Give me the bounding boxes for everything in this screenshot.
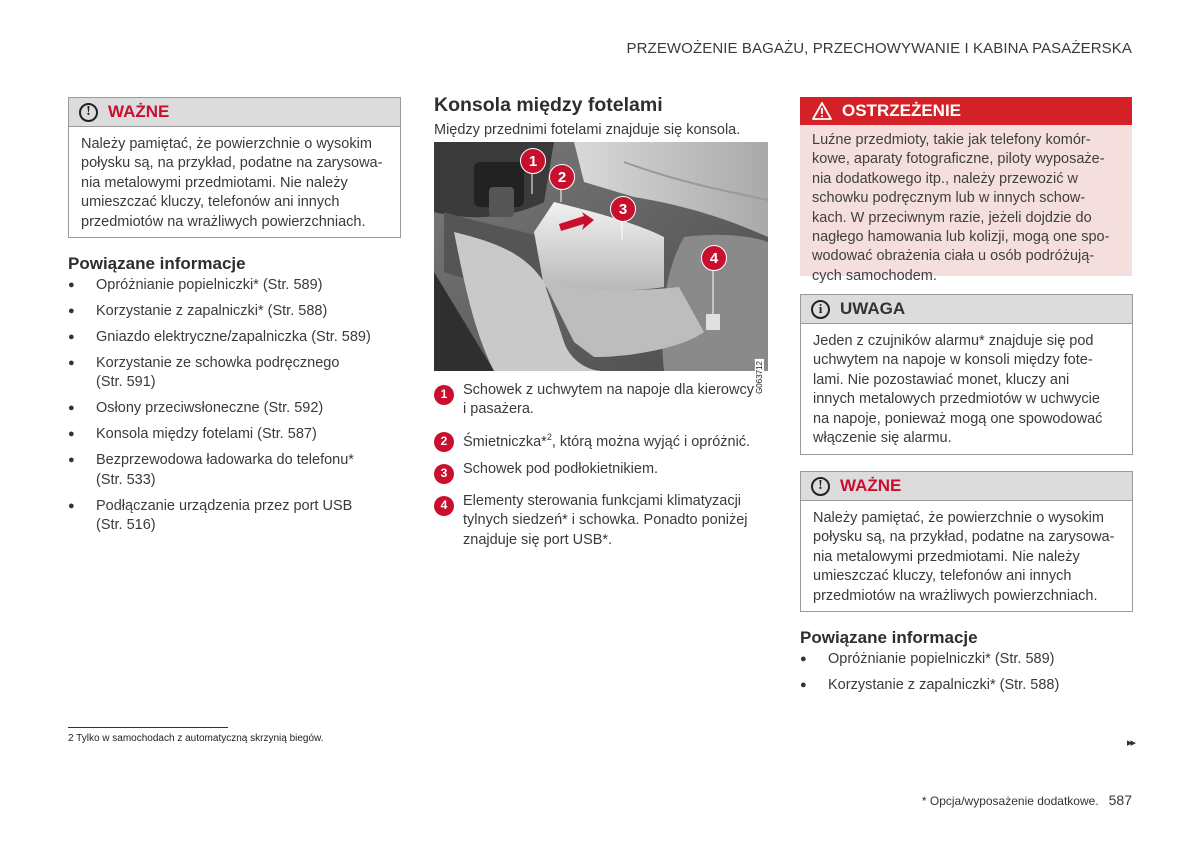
related-link[interactable]	[68, 354, 408, 393]
callout-text-line: tylnych siedzeń* i schowka. Ponadto poniżej	[463, 512, 748, 529]
important-text-line: Należy pamiętać, że powierzchnie o wysokim	[81, 136, 372, 152]
related-link-text: ● Konsola między fotelami (Str. 587)	[96, 426, 317, 443]
section-intro: Między przednimi fotelami znajduje się konsola.	[434, 122, 741, 138]
option-note: * Opcja/wyposażenie dodatkowe.	[921, 794, 1099, 808]
related-link[interactable]	[68, 497, 408, 536]
footnote-divider	[68, 727, 228, 728]
exclamation-icon: !	[811, 477, 830, 496]
callout-text-line: Schowek pod podłokietnikiem.	[463, 461, 659, 478]
page-number: 587	[1108, 792, 1132, 808]
warning-text-line: kach. W przeciwnym razie, jeżeli dojdzie do	[812, 209, 1092, 226]
note-text-line: uchwytem na napoje w konsoli między fote-	[813, 352, 1093, 369]
note-title: UWAGA	[840, 299, 906, 318]
related-link[interactable]	[800, 676, 1140, 695]
image-code: G063712	[755, 361, 764, 394]
related-heading-right: Powiązane informacje	[800, 628, 978, 647]
callout-legend	[434, 381, 774, 558]
important-box-header	[69, 98, 400, 127]
note-box	[800, 294, 1133, 455]
image-callout-1: 1	[520, 148, 546, 174]
related-link-text: ● Opróżnianie popielniczki* (Str. 589)	[96, 277, 323, 293]
callout-text-line: Elementy sterowania funkcjami klimatyzacji	[463, 493, 742, 510]
related-link-text: ● Podłączanie urządzenia przez port USB	[96, 497, 353, 514]
important-title: WAŻNE	[840, 476, 902, 495]
important-text-line: przedmiotów na wrażliwych powierzchniach.	[813, 587, 1098, 604]
important-text-line: umieszczać kluczy, telefonów ani innych	[813, 568, 1072, 585]
related-link-text: ● Osłony przeciwsłoneczne (Str. 592)	[96, 400, 324, 417]
running-header: PRZEWOŻENIE BAGAŻU, PRZECHOWYWANIE I KABINA PASAŻERSKA	[626, 40, 1132, 57]
callout-item	[434, 381, 774, 420]
important-text-line: połysku są, na przykład, podatne na zarysowa-	[813, 529, 1115, 546]
warning-text-line: schowku podręcznym lub w innych schow-	[812, 190, 1086, 207]
important-text	[801, 501, 1132, 606]
important-text-line: nia metalowymi przedmiotami. Nie należy	[813, 548, 1080, 565]
note-text-line: innych metalowych przedmiotów w uchwycie	[813, 391, 1100, 408]
note-text	[801, 324, 1132, 448]
related-link-text: (Str. 516)	[96, 517, 156, 534]
warning-text-line: cych samochodem.	[812, 267, 937, 284]
page-footer	[922, 792, 1132, 808]
warning-text-line: Luźne przedmioty, takie jak telefony komór-	[812, 132, 1091, 148]
section-title: Konsola między fotelami	[434, 94, 663, 116]
callout-item	[434, 460, 774, 484]
related-list-left	[68, 276, 408, 542]
warning-text-line: nagłego hamowania lub kolizji, mogą one spo-	[812, 229, 1110, 246]
related-list-right	[800, 650, 1140, 702]
related-link-text: ● Gniazdo elektryczne/zapalniczka (Str. 589)	[96, 329, 371, 345]
next-page-icon: ▸▸	[1126, 737, 1134, 749]
related-link[interactable]	[68, 399, 408, 418]
related-link-text: ● Korzystanie ze schowka podręcznego	[96, 355, 340, 371]
related-link[interactable]	[68, 276, 408, 295]
callout-text	[463, 381, 754, 420]
callout-text-line	[463, 428, 750, 452]
warning-text-line: nia dodatkowego itp., należy przewozić w	[812, 170, 1078, 187]
exclamation-icon: !	[79, 103, 98, 122]
important-box-header	[801, 472, 1132, 501]
image-callout-4: 4	[701, 245, 727, 271]
callout-item	[434, 428, 774, 452]
important-text-line: umieszczać kluczy, telefonów ani innych	[81, 194, 340, 211]
note-text-line: na napoje, ponieważ mogą one spowodować	[813, 410, 1103, 427]
important-box-right	[800, 471, 1133, 612]
note-text-line: lami. Nie pozostawiać monet, kluczy ani	[813, 371, 1070, 388]
related-heading-left: Powiązane informacje	[68, 254, 246, 273]
related-link-text: ● Korzystanie z zapalniczki* (Str. 588)	[96, 303, 328, 319]
callout-number: 1	[434, 385, 454, 405]
related-link[interactable]	[800, 650, 1140, 669]
callout-item	[434, 492, 774, 550]
callout-number: 4	[434, 496, 454, 516]
important-text-line: Należy pamiętać, że powierzchnie o wysokim	[813, 510, 1104, 526]
image-callout-2: 2	[549, 164, 575, 190]
warning-box-header	[800, 97, 1132, 125]
info-icon: i	[811, 300, 830, 319]
callout-text-part: Śmietniczka*	[463, 433, 547, 450]
warning-triangle-icon	[812, 102, 832, 120]
footnote: 2 Tylko w samochodach z automatyczną skrzynią biegów.	[68, 733, 324, 744]
callout-text	[463, 460, 658, 484]
callout-text	[463, 428, 750, 452]
important-text-line: nia metalowymi przedmiotami. Nie należy	[81, 174, 348, 191]
callout-text-line: znajduje się port USB*.	[463, 531, 613, 548]
warning-box	[800, 97, 1132, 284]
callout-text-line: i pasażera.	[463, 401, 534, 418]
related-link[interactable]	[68, 328, 408, 347]
warning-text-line: wodować obrażenia ciała u osób podróżują-	[812, 248, 1095, 265]
note-text-line: włączenie się alarmu.	[813, 430, 952, 447]
related-link-text: ● Bezprzewodowa ładowarka do telefonu*	[96, 452, 354, 469]
callout-text	[463, 492, 748, 550]
important-title: WAŻNE	[108, 102, 170, 121]
related-link[interactable]	[68, 302, 408, 321]
note-text-line: Jeden z czujników alarmu* znajduje się pod	[813, 333, 1094, 349]
note-box-header	[801, 295, 1132, 324]
related-link[interactable]	[68, 425, 408, 444]
warning-text	[800, 125, 1132, 286]
related-link-text: ● Korzystanie z zapalniczki* (Str. 588)	[828, 677, 1060, 693]
warning-title: OSTRZEŻENIE	[842, 101, 962, 120]
callout-text-part: , którą można wyjąć i opróżnić.	[551, 433, 751, 450]
related-link-text: (Str. 533)	[96, 471, 156, 488]
important-text-line: połysku są, na przykład, podatne na zarysowa-	[81, 155, 383, 172]
important-text-line: przedmiotów na wrażliwych powierzchniach.	[81, 213, 366, 230]
warning-text-line: kowe, aparaty fotograficzne, piloty wyposaże-	[812, 151, 1105, 168]
important-text	[69, 127, 400, 232]
callout-text-line: Schowek z uchwytem na napoje dla kierowcy	[463, 382, 754, 398]
callout-number: 3	[434, 464, 454, 484]
related-link[interactable]	[68, 451, 408, 490]
image-callout-3: 3	[610, 196, 636, 222]
footnote-ref[interactable]: 2	[546, 431, 552, 442]
important-box-left	[68, 97, 401, 238]
related-link-text: (Str. 591)	[96, 374, 156, 391]
related-link-text: ● Opróżnianie popielniczki* (Str. 589)	[828, 651, 1055, 667]
callout-number: 2	[434, 432, 454, 452]
